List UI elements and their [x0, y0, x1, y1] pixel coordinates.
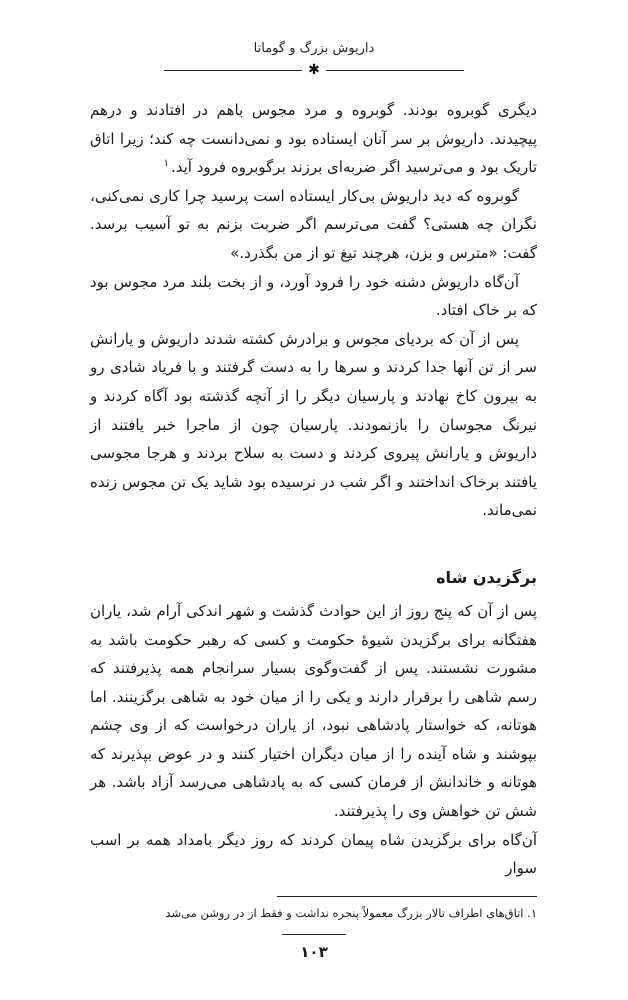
page-number: ۱۰۳	[300, 943, 328, 961]
paragraph-text: دیگری گوبروه بودند. گوبروه و مرد مجوس باهم در افتادند و درهم پیچیدند. داریوش بر سر آنان ایستاده بود و نمی‌دانست چه کند؛ زیرا اتاق تاریک بود و می‌ترسید اگر ضربه‌ای برزند برگوبروه فرود آید.	[90, 101, 537, 177]
paragraph: آن‌گاه داریوش دشنه خود را فرود آورد، و از بخت بلند مرد مجوس بود که بر خاک افتاد.	[90, 272, 537, 320]
footnote: ۱. اتاق‌های اطراف تالار بزرگ معمولاً پنجره نداشت و فقط از در روشن می‌شد	[165, 906, 537, 920]
running-title: داریوش بزرگ و گوماتا	[253, 41, 375, 56]
page-number-rule	[282, 934, 346, 935]
header-rule	[164, 64, 464, 76]
body-text	[90, 96, 537, 883]
asterisk-ornament-icon: ✱	[302, 62, 326, 78]
section-heading: برگزیدن شاه	[436, 567, 537, 587]
page-footer	[0, 934, 628, 963]
paragraph: پس از آن که پنج روز از این حوادث گذشت و شهر اندکی آرام شد، یاران هفتگانه برای برگزیدن شیوهٔ حکومت و کسی که رهبر حکومت باشد به مشورت نشستند. پس از گفت‌وگوی بسیار سرانجام همه پذیرفتند که رسم شاهی را برقرار دارند و یکی را از میان خود به شاهی برگزینند. اما هوتانه، که خواستار پادشاهی نبود، از یاران درخواست که از وی چشم بپوشند و شاه آینده را از میان دیگران اختیار کنند و در عوض بپذیرند که هوتانه و خاندانش از فرمان کسی که به پادشاهی می‌رسد آزاد باشد. هر شش تن خواهش وی را پذیرفتند.	[90, 601, 537, 821]
paragraph: گوبروه که دید داریوش بی‌کار ایستاده است پرسید چرا کاری نمی‌کنی، نگران چه هستی؟ گفت می‌ترسم اگر ضربت بزنم به تو آسیب برسد. گفت: «مترس و بزن، هرچند تیغ تو از من بگذرد.»	[89, 186, 537, 262]
paragraph	[90, 96, 537, 182]
paragraph: آن‌گاه برای برگزیدن شاه پیمان کردند که روز دیگر بامداد همه بر اسب سوار	[90, 830, 537, 878]
paragraph: پس از آن که بردیای مجوس و برادرش کشته شدند داریوش و یارانش سر از تن آنها جدا کردند و سرها را به دست گرفتند و با فریاد شادی رو به بیرون کاخ نهادند و پارسیان دیگر را از آنچه گذشته بود آگاه کردند و نیرنگ مجوسان را بازنمودند. پارسیان چون از ماجرا خبر یافتند از داریوش و یارانش پیروی کردند و دست به سلاح بردند و هرجا مجوسی یافتند برخاک انداختند و اگر شب در نرسیده بود شاید یک تن مجوس زنده نمی‌ماند.	[90, 329, 537, 520]
running-header	[0, 40, 628, 76]
footnote-rule	[277, 896, 537, 897]
footnote-reference: ۱	[163, 158, 169, 170]
